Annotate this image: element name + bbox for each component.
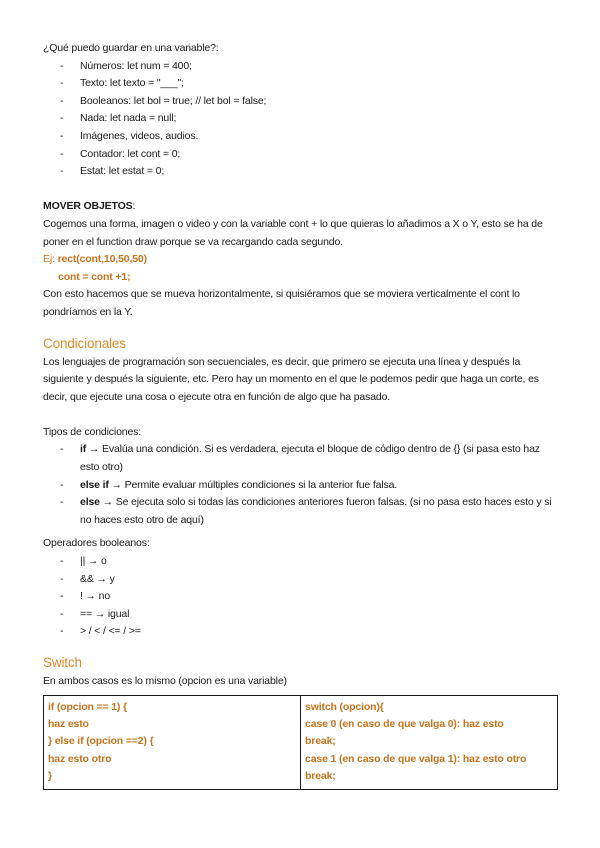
list-item: - Contador: let cont = 0; (43, 146, 558, 164)
operadores-label: Operadores booleanos: (43, 537, 150, 550)
mover-example-2 (43, 269, 558, 287)
condicionales-description: Los lenguajes de programación son secuenciales, es decir, que primero se ejecuta una línea y después la siguiente y después la siguiente, etc. Pero hay un momento en el que le podemos pedir que haga un corte, es decir, que ejecute una cosa o ejecute otra en función de algo que ha pasado. (43, 355, 539, 403)
variables-list (43, 58, 558, 181)
list-item: - > / < / <= / >= (43, 623, 558, 641)
tipos-list (43, 441, 558, 529)
variables-question: ¿Qué puedo guardar en una variable?: (43, 42, 219, 54)
tipos-label: Tipos de condiciones: (43, 425, 142, 438)
list-item: - Nada: let nada = null; (43, 110, 558, 128)
mover-title: MOVER OBJETOS: (43, 200, 136, 213)
code-line: case 0 (en caso de que valga 0): haz esto (305, 718, 504, 730)
table-row (44, 695, 558, 789)
if-else-code-cell (44, 695, 301, 789)
list-item: - || → o (43, 553, 558, 571)
document-page (43, 40, 558, 790)
code-line: if (opcion == 1) { (48, 700, 127, 713)
list-item: - ! → no (43, 588, 558, 606)
mover-example: Ej: rect(cont,10,50,50) (43, 253, 147, 266)
condicionales-heading: Condicionales (43, 335, 126, 351)
code-line: break; (305, 735, 336, 748)
switch-heading: Switch (43, 655, 82, 670)
code-line: case 1 (en caso de que valga 1): haz esto otro (305, 752, 527, 765)
mover-after: Con esto hacemos que se mueva horizontalmente, si quisiéramos que se moviera verticalmente el cont lo pondríamos en la Y. (43, 288, 520, 318)
code-line: switch (opcion){ (305, 700, 384, 713)
list-item: - == → igual (43, 606, 558, 624)
switch-code-cell (301, 695, 558, 789)
list-item: - else → Se ejecuta solo si todas las condiciones anteriores fueron falsas. (si no pasa esto haces esto y si no haces esto otro de aquí) (43, 494, 558, 529)
code-comparison-table (43, 695, 558, 790)
code-line: break; (305, 770, 336, 783)
list-item: - Números: let num = 400; (43, 58, 558, 76)
list-item: - else if → Permite evaluar múltiples condiciones si la anterior fue falsa. (43, 477, 558, 495)
list-item: - && → y (43, 571, 558, 589)
list-item: - if → Evalúa una condición. Si es verdadera, ejecuta el bloque de código dentro de {} (si pasa esto haz esto otro) (43, 441, 558, 476)
code-line: haz esto otro (48, 752, 112, 765)
switch-description: En ambos casos es lo mismo (opcion es una variable) (43, 675, 287, 687)
mover-description: Cogemos una forma, imagen o video y con la variable cont + lo que quieras lo añadimos a X o Y, esto se ha de poner en el function draw porque se va recargando cada segundo. (43, 217, 543, 248)
code-line: } else if (opcion ==2) { (48, 735, 154, 748)
code-line: haz esto (48, 718, 89, 730)
code-line: } (48, 770, 52, 783)
list-item: - Texto: let texto = "___"; (43, 75, 558, 93)
list-item: - Booleanos: let bol = true; // let bol = false; (43, 93, 558, 111)
code-line: cont = cont +1; (58, 270, 131, 283)
list-item: - Imágenes, videos, audios. (43, 128, 558, 146)
code-line: rect(cont,10,50,50) (57, 253, 147, 266)
operadores-list (43, 553, 558, 641)
list-item: - Estat: let estat = 0; (43, 163, 558, 181)
